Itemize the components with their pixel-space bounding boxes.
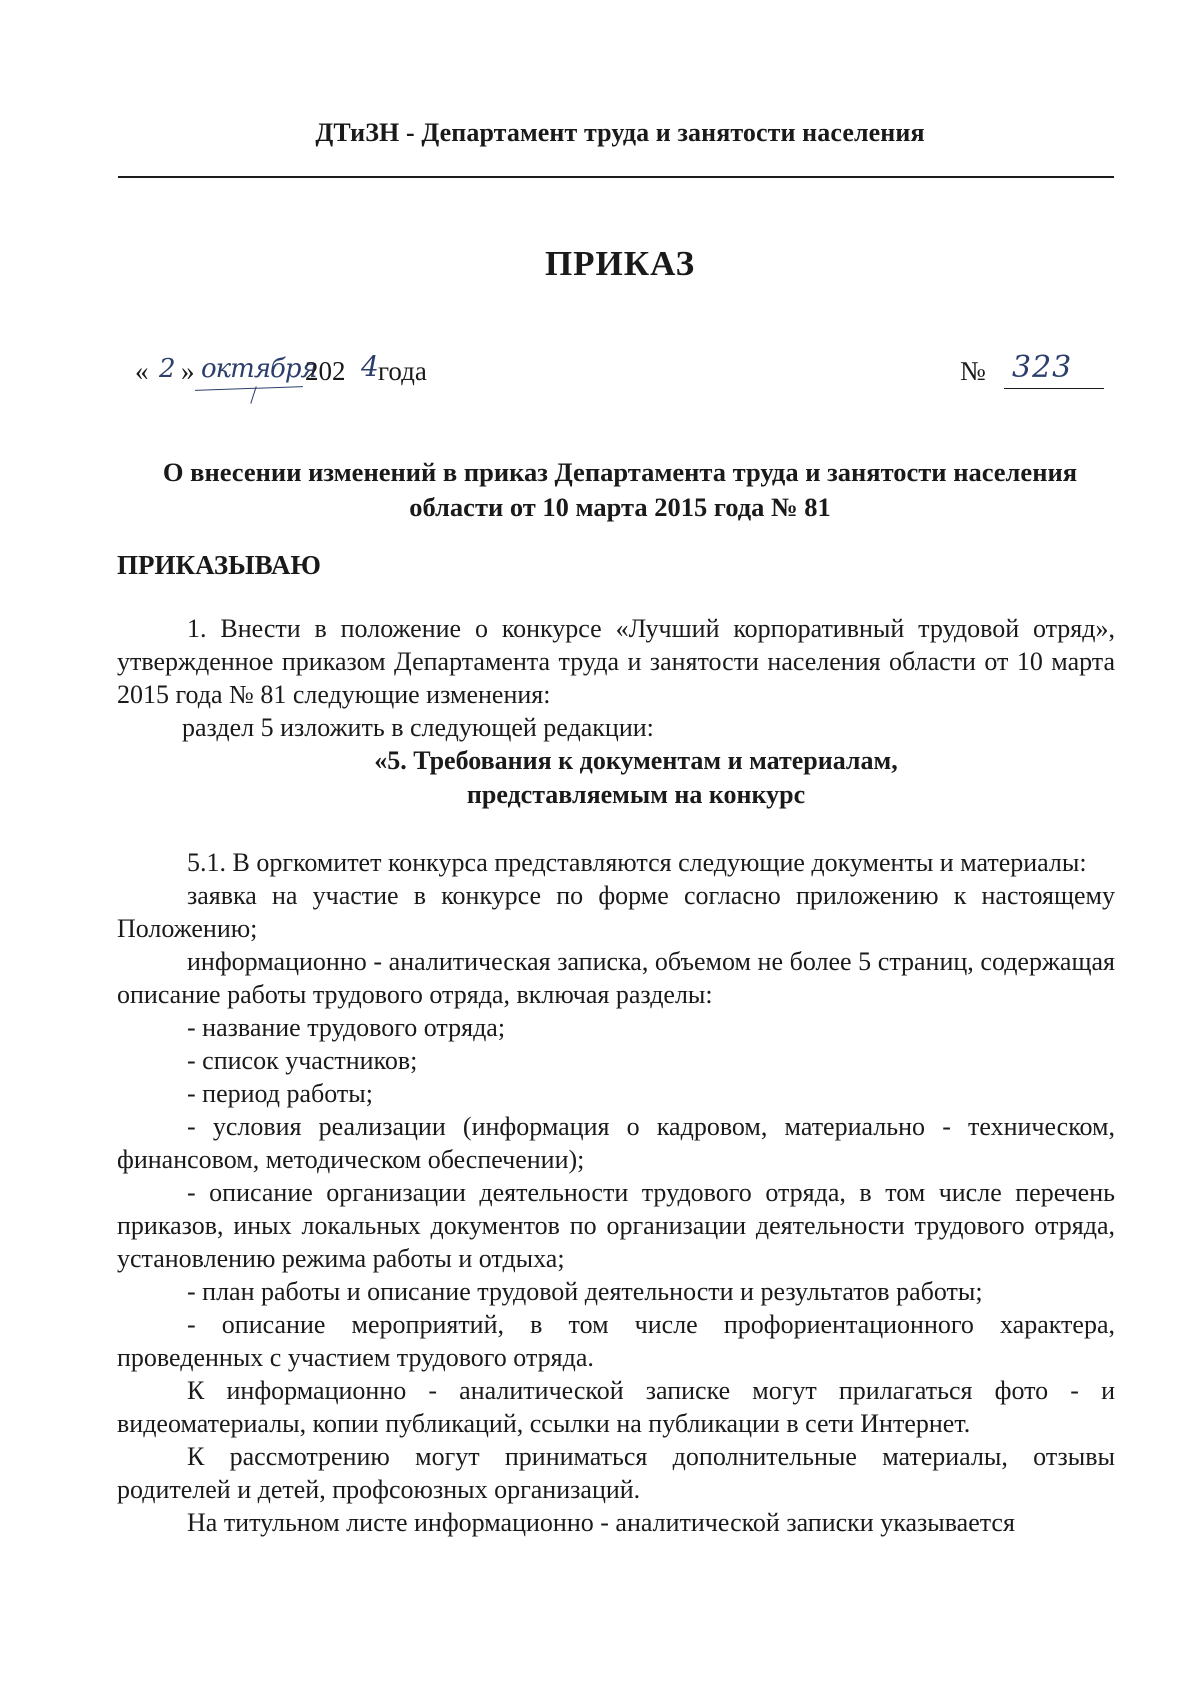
paragraph-application: заявка на участие в конкурсе по форме согласно приложению к настоящему Положению; (117, 881, 1115, 943)
paragraph-1: 1. Внести в положение о конкурсе «Лучший корпоративный трудовой отряд», утвержденное приказом Департамента труда и занятости населения области от 10 марта 2015 года № 81 следующие изменения: (117, 614, 1115, 709)
paragraph-attachments: К информационно - аналитической записке могут прилагаться фото - и видеоматериалы, копии публикаций, ссылки на публикации в сети Интернет. (117, 1376, 1115, 1438)
directive-heading: ПРИКАЗЫВАЮ (117, 550, 321, 580)
document-body (117, 612, 1115, 1539)
list-item: - условия реализации (информация о кадровом, материально - техническом, финансовом, методическом обеспечении); (117, 1112, 1115, 1174)
list-item: - название трудового отряда; (187, 1013, 506, 1042)
paragraph-2: раздел 5 изложить в следующей редакции: (182, 713, 654, 742)
paragraph-additional-materials: К рассмотрению могут приниматься дополнительные материалы, отзывы родителей и детей, профсоюзных организаций. (117, 1442, 1115, 1504)
list-item: - описание организации деятельности трудового отряда, в том числе перечень приказов, иных локальных документов по организации деятельности трудового отряда, установлению режима работы и отдыха; (117, 1178, 1115, 1273)
document-title: ПРИКАЗ (544, 244, 696, 283)
list-item: - список участников; (187, 1046, 418, 1075)
list-item: - описание мероприятий, в том числе профориентационного характера, проведенных с участием трудового отряда. (117, 1310, 1115, 1372)
list-item: - период работы; (187, 1079, 373, 1108)
number-value-handwritten: 323 (1012, 350, 1073, 385)
date-open-quote: « (135, 356, 149, 386)
organization-header: ДТиЗН - Департамент труда и занятости населения (315, 118, 925, 147)
date-close-quote: » (181, 356, 195, 386)
date-suffix: года (378, 356, 427, 386)
spacer (117, 812, 1115, 846)
section-heading-line-1: «5. Требования к документам и материалам, (374, 746, 898, 775)
document-date (135, 350, 735, 400)
document-subject: О внесении изменений в приказ Департамента труда и занятости населения области от 10 марта 2015 года № 81 (162, 457, 1078, 522)
paragraph-5-1: 5.1. В оргкомитет конкурса представляются следующие документы и материалы: (187, 848, 1087, 877)
date-year-handwritten: 4 (361, 350, 379, 383)
section-heading-line-2: представляемым на конкурс (466, 780, 806, 809)
date-day-handwritten: 2 (159, 354, 176, 384)
date-handwriting-stroke (195, 386, 303, 391)
number-label: № (960, 356, 986, 386)
document-number (960, 350, 1140, 400)
header-divider (118, 176, 1114, 178)
paragraph-analytical-note: информационно - аналитическая записка, объемом не более 5 страниц, содержащая описание работы трудового отряда, включая разделы: (117, 947, 1115, 1009)
date-year-printed: 202 (305, 356, 346, 386)
date-month-handwritten: октября (201, 354, 317, 384)
list-item: - план работы и описание трудовой деятельности и результатов работы; (187, 1277, 983, 1306)
paragraph-title-page: На титульном листе информационно - аналитической записки указывается (187, 1508, 1015, 1537)
number-underline (1004, 388, 1104, 389)
